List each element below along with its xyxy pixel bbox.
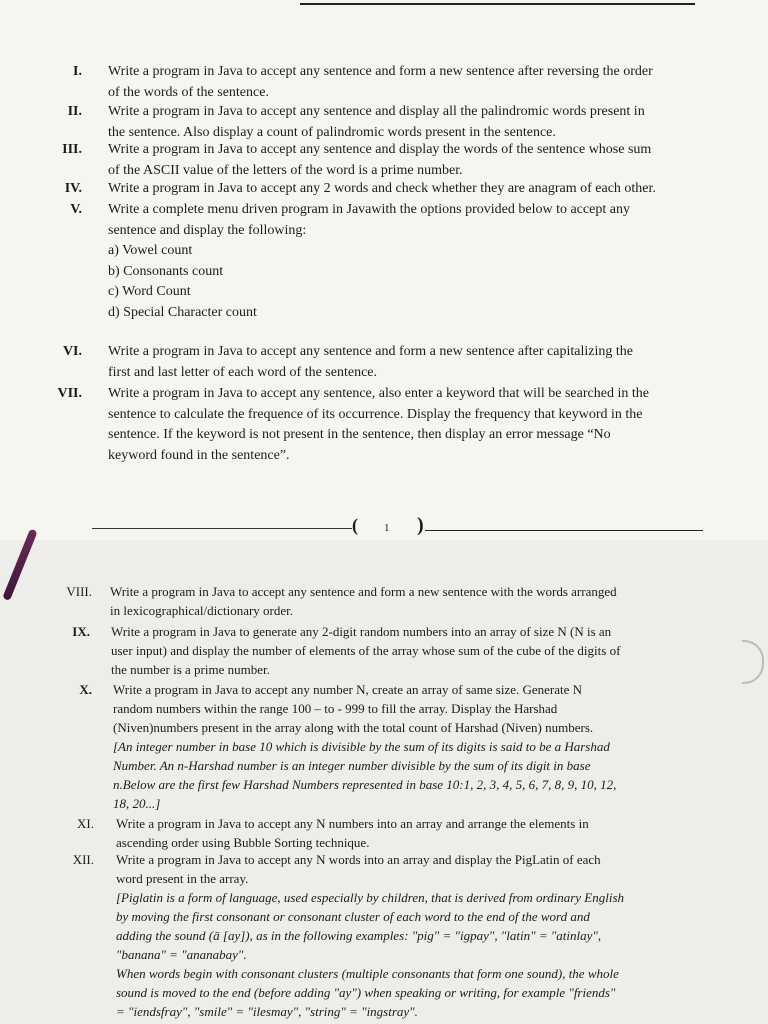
question-number: X. [79, 682, 92, 697]
harshad-note: n.Below are the first few Harshad Numbers represented in base 10:1, 2, 3, 4, 5, 6, 7, 8, 9, 10, 12, [113, 777, 617, 792]
option-special-character-count: d) Special Character count [108, 304, 257, 320]
question-number: V. [70, 202, 82, 217]
question-text: first and last letter of each word of the sentence. [108, 364, 378, 380]
question-text: Write a program in Java to accept any sentence and display all the palindromic words present in [108, 104, 645, 119]
question-text: Write a program in Java to accept any number N, create an array of same size. Generate N [113, 682, 583, 697]
option-consonants-count: b) Consonants count [108, 263, 224, 279]
question-text: Write a program in Java to accept any sentence, also enter a keyword that will be searched in the [108, 386, 649, 401]
question-text: of the ASCII value of the letters of the word is a prime number. [108, 162, 463, 178]
question-number: XII. [72, 852, 94, 867]
option-vowel-count: a) Vowel count [108, 243, 193, 258]
footer-rule-right [425, 530, 703, 531]
piglatin-note: = "iendsfray", "smile" = "ilesmay", "string" = "ingstray". [116, 1004, 418, 1019]
question-text: random numbers within the range 100 – to - 999 to fill the array. Display the Harshad [113, 701, 558, 716]
piglatin-note: adding the sound (ā [ay]), as in the following examples: "pig" = "igpay", "latin" = "atinlay", [116, 928, 602, 943]
question-text: Write a program in Java to accept any 2 words and check whether they are anagram of each other. [108, 181, 656, 196]
question-number: III. [62, 142, 82, 157]
question-text: Write a program in Java to accept any sentence and display the words of the sentence whose sum [108, 142, 652, 157]
question-text: in lexicographical/dictionary order. [110, 603, 294, 618]
question-number: XI. [77, 816, 94, 831]
option-word-count: c) Word Count [108, 284, 191, 299]
question-text: Write a program in Java to accept any sentence and form a new sentence after capitalizing the [108, 344, 633, 359]
footer-bracket-left: ( [352, 515, 358, 535]
question-text: Write a program in Java to accept any N numbers into an array and arrange the elements in [116, 816, 589, 831]
question-text: of the words of the sentence. [108, 84, 269, 100]
top-rule [300, 3, 695, 5]
harshad-note: Number. An n-Harshad number is an integer number divisible by the sum of its digit in base [113, 758, 591, 773]
piglatin-note: [Piglatin is a form of language, used especially by children, that is derived from ordinary English [116, 890, 625, 905]
question-text: word present in the array. [116, 871, 249, 886]
question-number: VI. [62, 344, 82, 359]
piglatin-note: sound is moved to the end (before adding "ay") when speaking or writing, for example "friends" [116, 985, 616, 1000]
question-text: the number is a prime number. [111, 662, 270, 677]
piglatin-note: When words begin with consonant clusters (multiple consonants that form one sound), the whole [116, 966, 619, 981]
question-text: sentence to calculate the frequence of its occurrence. Display the frequency that keyword in the [108, 406, 643, 422]
piglatin-note: "banana" = "ananabay". [116, 947, 247, 962]
question-text: the sentence. Also display a count of palindromic words present in the sentence. [108, 124, 556, 140]
question-text: keyword found in the sentence”. [108, 447, 290, 463]
question-text: ascending order using Bubble Sorting technique. [116, 835, 370, 850]
question-text: sentence and display the following: [108, 222, 307, 238]
question-text: sentence. If the keyword is not present in the sentence, then display an error message “No [108, 427, 611, 442]
harshad-note: [An integer number in base 10 which is divisible by the sum of its digits is said to be a Harshad [113, 739, 610, 754]
question-text: (Niven)numbers present in the array along with the total count of Harshad (Niven) numbers. [113, 720, 594, 735]
footer-rule-left [92, 528, 352, 529]
question-number: VII. [57, 386, 82, 401]
question-text: Write a program in Java to accept any N words into an array and display the PigLatin of each [116, 852, 601, 867]
question-number: II. [67, 104, 82, 119]
page-number: 1 [384, 522, 390, 534]
harshad-note: 18, 20...] [113, 796, 161, 811]
question-text: Write a complete menu driven program in Javawith the options provided below to accept any [108, 202, 630, 217]
question-text: Write a program in Java to generate any 2-digit random numbers into an array of size N (N is an [111, 624, 612, 639]
question-text: Write a program in Java to accept any sentence and form a new sentence after reversing the order [108, 64, 653, 79]
question-text: user input) and display the number of elements of the array whose sum of the cube of the digits of [111, 643, 621, 658]
question-number: VIII. [66, 584, 92, 599]
question-text: Write a program in Java to accept any sentence and form a new sentence with the words arranged [110, 584, 617, 599]
footer-bracket-right: ) [417, 514, 424, 536]
piglatin-note: by moving the first consonant or consonant cluster of each word to the end of the word and [116, 909, 590, 924]
question-number: IV. [64, 181, 82, 196]
page-two [0, 540, 768, 1024]
question-number: IX. [72, 624, 90, 639]
question-number: I. [73, 64, 82, 79]
